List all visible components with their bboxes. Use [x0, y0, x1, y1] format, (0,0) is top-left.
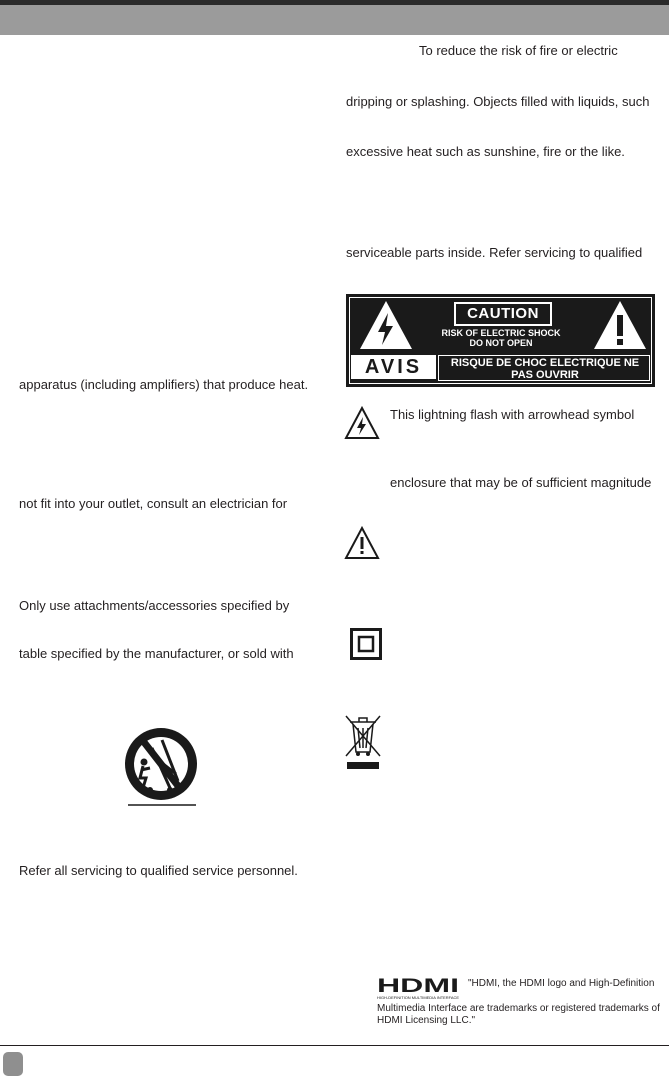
page-number-badge — [3, 1052, 23, 1076]
exclamation-triangle-icon — [592, 299, 648, 351]
hdmi-logo-icon — [377, 976, 463, 1000]
avis-text-line-1: RISQUE DE CHOC ELECTRIQUE NE — [450, 357, 640, 369]
lightning-triangle-icon — [358, 299, 414, 351]
avis-label: AVIS — [351, 355, 436, 379]
right-text-line-3: excessive heat such as sunshine, fire or the like. — [346, 144, 625, 159]
caution-subtitle-line-1: RISK OF ELECTRIC SHOCK — [441, 328, 561, 338]
right-text-line-2: dripping or splashing. Objects filled with liquids, such — [346, 94, 650, 109]
left-text-line-5: Refer all servicing to qualified service personnel. — [19, 863, 298, 878]
hdmi-logo-text: HDMI — [377, 976, 459, 997]
avis-text — [442, 357, 648, 381]
caution-title: CAUTION — [454, 302, 552, 326]
caution-subtitle — [426, 328, 576, 348]
exclamation-warning-icon — [344, 526, 380, 560]
avis-text-line-2: PAS OUVRIR — [511, 369, 579, 381]
cart-tipover-warning-icon — [120, 726, 202, 808]
left-text-line-4: table specified by the manufacturer, or sold with — [19, 646, 294, 661]
lightning-warning-icon — [344, 406, 380, 440]
left-text-line-2: not fit into your outlet, consult an electrician for — [19, 496, 288, 511]
caution-label — [346, 294, 655, 387]
hdmi-logo-tagline: HIGH-DEFINITION MULTIMEDIA INTERFACE — [377, 995, 460, 1000]
section-header-bar — [0, 5, 669, 35]
hdmi-trademark-block — [377, 1003, 660, 1027]
weee-bin-icon — [343, 712, 383, 770]
hdmi-trademark-line-3: HDMI Licensing LLC." — [377, 1015, 476, 1026]
footer-rule — [0, 1045, 669, 1046]
lightning-text-line-1: This lightning flash with arrowhead symbol — [390, 407, 635, 422]
hdmi-trademark-line-1: "HDMI, the HDMI logo and High-Definition — [468, 978, 655, 989]
right-text-line-4: serviceable parts inside. Refer servicing to qualified — [346, 245, 643, 260]
double-insulation-icon — [350, 628, 382, 660]
right-text-line-1: To reduce the risk of fire or electric — [419, 43, 618, 58]
hdmi-trademark-line-2: Multimedia Interface are trademarks or registered trademarks of — [377, 1003, 660, 1014]
caution-subtitle-line-2: DO NOT OPEN — [469, 338, 533, 348]
left-text-line-3: Only use attachments/accessories specified by — [19, 598, 290, 613]
left-text-line-1: apparatus (including amplifiers) that produce heat. — [19, 377, 309, 392]
lightning-text-line-2: enclosure that may be of sufficient magnitude — [390, 475, 652, 490]
